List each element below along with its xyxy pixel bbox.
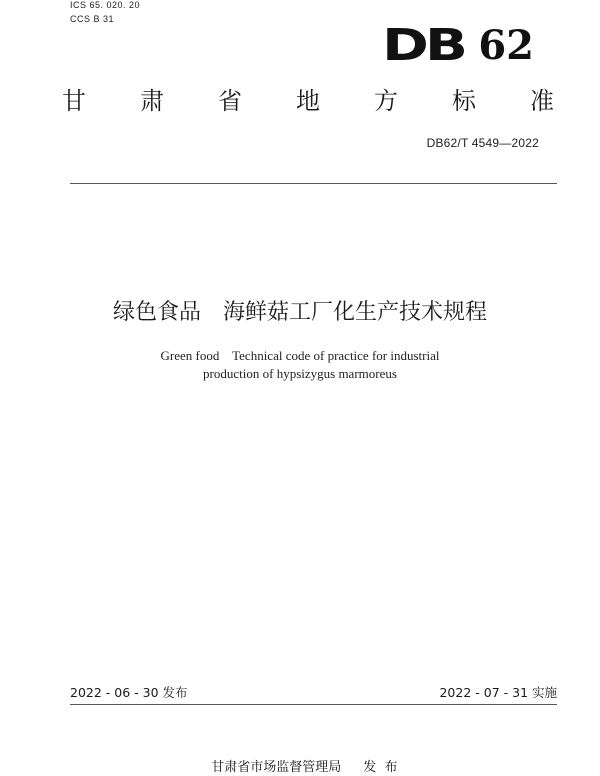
issuer-name: 甘肃省市场监督管理局 bbox=[211, 760, 342, 775]
title-english-line1: Green food Technical code of practice for industrial bbox=[160, 348, 440, 363]
standard-type-char: 肃 bbox=[140, 87, 164, 115]
standard-type-char: 省 bbox=[218, 87, 242, 115]
ccs-code: CCS B 31 bbox=[70, 14, 115, 24]
db62-logo bbox=[382, 20, 534, 71]
standard-number: DB62/T 4549—2022 bbox=[426, 136, 539, 150]
title-english-line2: production of hypsizygus marmoreus bbox=[203, 366, 397, 381]
logo-letters: DB bbox=[382, 20, 465, 71]
standard-type-char: 准 bbox=[530, 87, 554, 115]
ics-code: ICS 65. 020. 20 bbox=[70, 0, 141, 10]
issuer-action: 发 布 bbox=[363, 760, 398, 775]
standard-type-heading bbox=[62, 86, 554, 116]
logo-digits: 62 bbox=[478, 22, 534, 69]
issue-date: 2022 - 06 - 30 发布 bbox=[70, 685, 188, 700]
header-divider bbox=[70, 183, 557, 184]
standard-type-char: 甘 bbox=[62, 87, 86, 115]
standard-type-char: 方 bbox=[374, 87, 398, 115]
title-chinese: 绿色食品 海鲜菇工厂化生产技术规程 bbox=[112, 300, 487, 325]
standard-type-char: 地 bbox=[296, 87, 320, 115]
issuer-line bbox=[203, 744, 398, 776]
footer-divider bbox=[70, 704, 557, 705]
implementation-date: 2022 - 07 - 31 实施 bbox=[439, 685, 557, 700]
title-english bbox=[0, 347, 600, 383]
standard-type-char: 标 bbox=[452, 87, 476, 115]
